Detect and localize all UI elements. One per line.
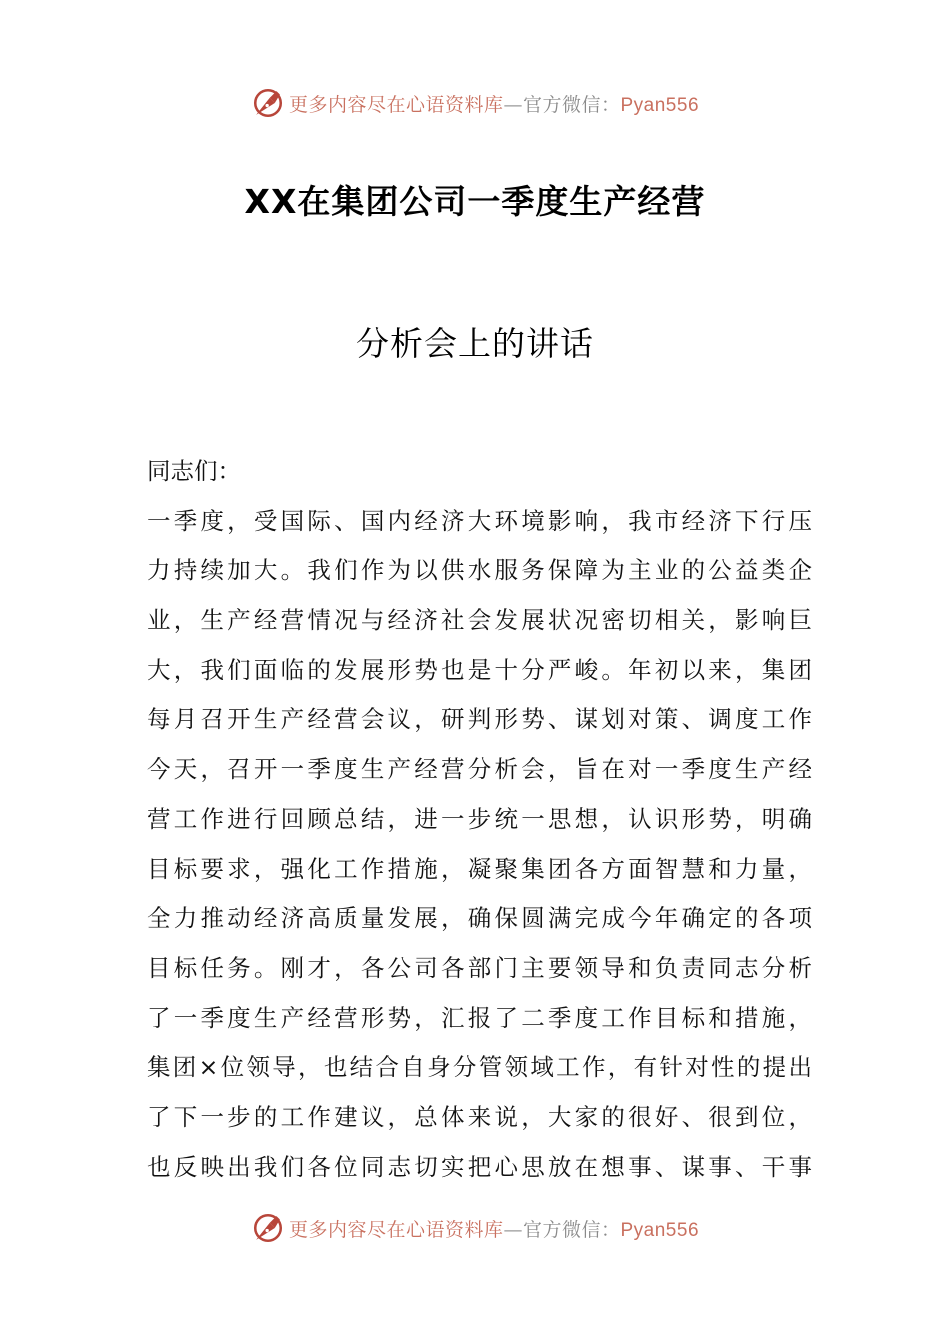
document-body <box>147 447 812 1192</box>
watermark-wechat-label: 官方微信： <box>522 1218 621 1241</box>
watermark-wechat-label: 官方微信： <box>522 93 621 116</box>
pen-nib-logo-icon <box>251 86 285 120</box>
pen-nib-logo-icon <box>251 1211 285 1245</box>
body-line: 全力推动经济高质量发展，确保圆满完成今年确定的各项 <box>147 904 812 933</box>
body-line: 也反映出我们各位同志切实把心思放在想事、谋事、干事 <box>147 1152 812 1181</box>
body-line: 一季度，受国际、国内经济大环境影响，我市经济下行压 <box>147 506 812 535</box>
body-line: 目标任务。刚才，各公司各部门主要领导和负责同志分析 <box>147 953 812 982</box>
watermark-wechat-id: Pyan556 <box>620 94 700 116</box>
body-line: 营工作进行回顾总结，进一步统一思想，认识形势，明确 <box>147 804 812 833</box>
watermark-dash: — <box>503 1218 523 1241</box>
body-line: 了一季度生产经营形势，汇报了二季度工作目标和措施， <box>147 1003 812 1032</box>
watermark-text: 更多内容尽在心语资料库 <box>288 93 504 116</box>
body-line: 每月召开生产经营会议，研判形势、谋划对策、调度工作 <box>147 705 812 734</box>
watermark-footer <box>0 1208 950 1248</box>
watermark-dash: — <box>503 93 523 116</box>
watermark-text: 更多内容尽在心语资料库 <box>288 1218 504 1241</box>
body-line: 集团×位领导，也结合自身分管领域工作，有针对性的提出 <box>147 1053 812 1082</box>
body-line: 今天，召开一季度生产经营分析会，旨在对一季度生产经 <box>147 755 812 784</box>
body-line: 了下一步的工作建议，总体来说，大家的很好、很到位， <box>147 1102 812 1131</box>
body-line: 力持续加大。我们作为以供水服务保障为主业的公益类企 <box>147 556 812 585</box>
body-line: 业，生产经营情况与经济社会发展状况密切相关，影响巨 <box>147 606 812 635</box>
watermark-header <box>0 83 950 123</box>
body-line: 大，我们面临的发展形势也是十分严峻。年初以来，集团 <box>147 655 812 684</box>
document-title-line2: 分析会上的讲话 <box>356 324 594 363</box>
watermark-wechat-id: Pyan556 <box>620 1219 700 1241</box>
salutation: 同志们： <box>147 457 241 485</box>
body-line: 目标要求，强化工作措施，凝聚集团各方面智慧和力量， <box>147 854 812 883</box>
document-title-line1: XX在集团公司一季度生产经营 <box>244 182 706 221</box>
